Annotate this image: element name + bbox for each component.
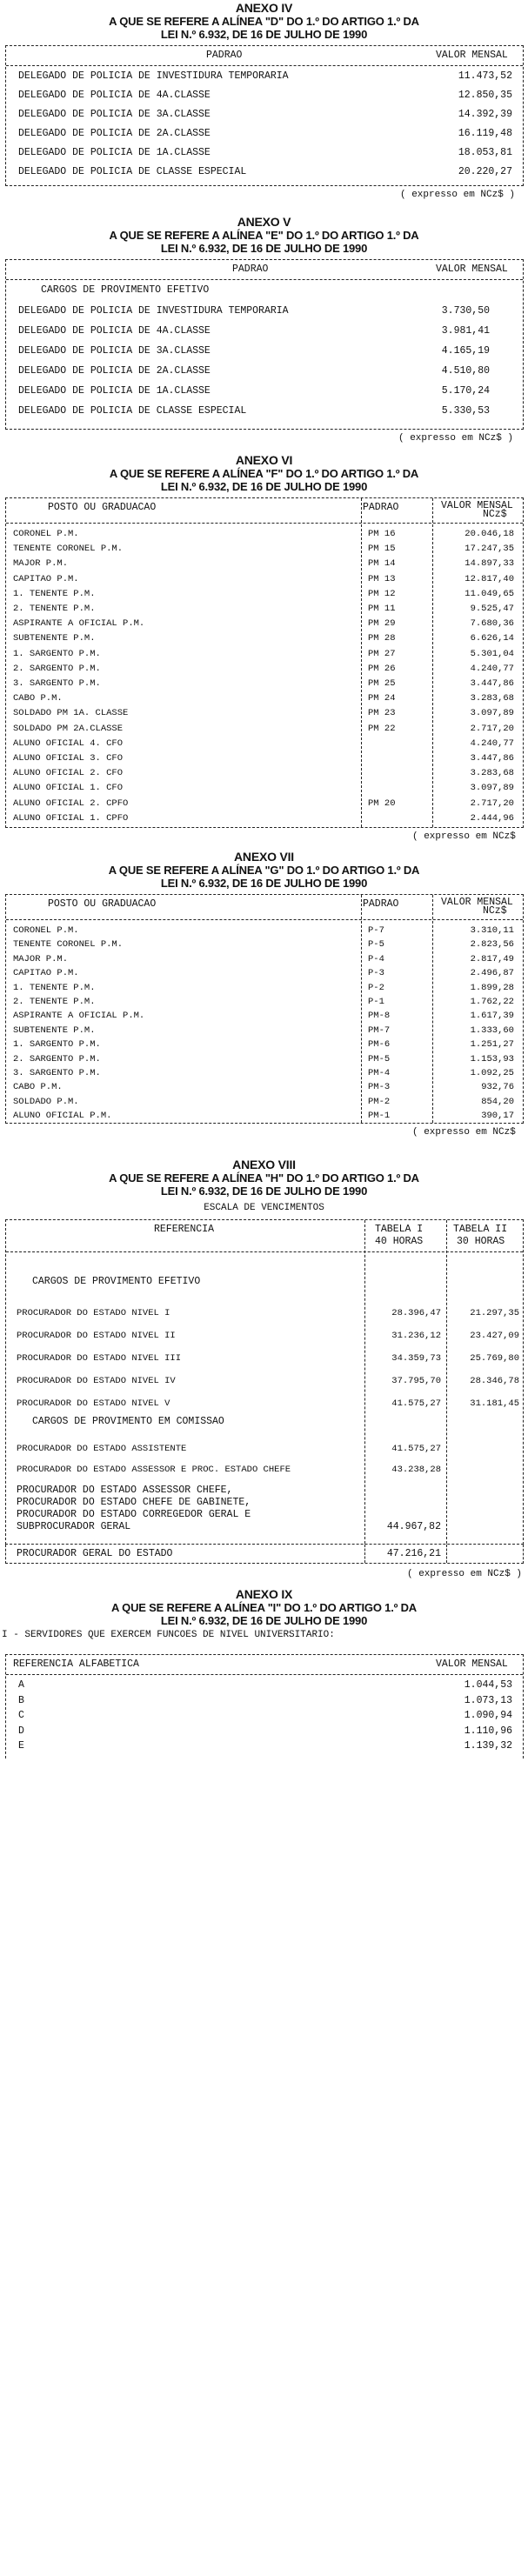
annex-vii-col-posto: POSTO OU GRADUACAO <box>48 898 157 910</box>
annex-vi-row-label: ALUNO OFICIAL 2. CPFO <box>13 797 129 809</box>
annex-vi-row-label: ALUNO OFICIAL 4. CFO <box>13 737 124 749</box>
annex-vi-row-padrao: PM 12 <box>368 588 396 599</box>
annex-vi-row-label: ALUNO OFICIAL 1. CPFO <box>13 812 129 824</box>
annex-vii-row-label: 2. TENENTE P.M. <box>13 997 96 1007</box>
annex-viii-row-t2: 21.297,35 <box>470 1308 519 1318</box>
annex-ix-heading: ANEXO IX <box>235 1587 293 1601</box>
annex-vi-row-label: CABO P.M. <box>13 693 63 704</box>
annex-ix-line2: LEI N.º 6.932, DE 16 DE JULHO DE 1990 <box>160 1614 368 1627</box>
annex-vi-row-label: 1. SARGENTO P.M. <box>13 648 101 659</box>
annex-v-row-value: 4.510,80 <box>441 365 490 377</box>
annex-viii-col-t2b: 30 HORAS <box>457 1236 505 1247</box>
annex-vii-col-padrao: PADRAO <box>363 898 399 910</box>
annex-vi-row-label: SOLDADO PM 1A. CLASSE <box>13 708 129 719</box>
annex-vi-row-label: ALUNO OFICIAL 2. CFO <box>13 768 124 779</box>
annex-iv-row-label: DELEGADO DE POLICIA DE 1A.CLASSE <box>18 147 211 158</box>
annex-vii-row-label: MAJOR P.M. <box>13 953 69 964</box>
annex-vii-row-padrao: PM-2 <box>368 1096 391 1107</box>
annex-viii-row-label: PROCURADOR DO ESTADO NIVEL IV <box>17 1376 176 1386</box>
annex-ix-row-label: A <box>18 1679 24 1691</box>
annex-viii-line2: LEI N.º 6.932, DE 16 DE JULHO DE 1990 <box>160 1185 368 1198</box>
annex-v-title <box>0 216 528 255</box>
annex-vii-row-padrao: P-1 <box>368 997 384 1007</box>
annex-vi-row-padrao: PM 26 <box>368 663 396 674</box>
annex-vi-row-value: 14.897,33 <box>465 558 514 570</box>
annex-vii-row-padrao: P-5 <box>368 939 384 951</box>
annex-viii-row-label: PROCURADOR DO ESTADO NIVEL I <box>17 1308 170 1318</box>
annex-ix-line1: A QUE SE REFERE A ALÍNEA "I" DO 1.º DO ARTIGO 1.º DA <box>111 1601 417 1614</box>
annex-vii-row-label: CAPITAO P.M. <box>13 968 79 979</box>
annex-vi-row-label: 2. TENENTE P.M. <box>13 604 96 614</box>
annex-v-row-label: DELEGADO DE POLICIA DE 3A.CLASSE <box>18 345 211 357</box>
annex-viii-multi-3: SUBPROCURADOR GERAL <box>17 1521 131 1532</box>
annex-vii-row-padrao: P-7 <box>368 925 384 936</box>
annex-viii-heading: ANEXO VIII <box>232 1158 296 1171</box>
annex-v-row-value: 4.165,19 <box>441 345 490 357</box>
annex-vi-row-label: TENENTE CORONEL P.M. <box>13 544 124 555</box>
annex-vi-row-value: 3.283,68 <box>470 768 514 779</box>
annex-v-table <box>5 259 524 430</box>
annex-vii-row-label: ALUNO OFICIAL P.M. <box>13 1111 112 1122</box>
annex-ix-title <box>0 1588 528 1627</box>
annex-ix-col-valor: VALOR MENSAL <box>436 1658 508 1670</box>
annex-vi-row-value: 3.097,89 <box>470 708 514 719</box>
annex-viii-col-t1b: 40 HORAS <box>375 1236 424 1247</box>
annex-vi-note: ( expresso em NCz$ <box>412 831 516 842</box>
annex-vi-heading: ANEXO VI <box>235 453 293 467</box>
annex-vi-row-padrao: PM 29 <box>368 618 396 630</box>
annex-vii-row-value: 1.762,22 <box>470 997 514 1007</box>
annex-viii-row-label: PROCURADOR DO ESTADO NIVEL II <box>17 1331 176 1341</box>
annex-vi-row-value: 7.680,36 <box>470 618 514 630</box>
annex-viii-row-t1: 37.795,70 <box>391 1376 441 1386</box>
annex-ix-row-value: 1.110,96 <box>464 1725 512 1737</box>
annex-vii-line2: LEI N.º 6.932, DE 16 DE JULHO DE 1990 <box>160 877 368 890</box>
annex-iv-col-valor: VALOR MENSAL <box>436 50 508 61</box>
annex-vi-row-value: 3.447,86 <box>470 678 514 689</box>
annex-ix-col-ref: REFERENCIA ALFABETICA <box>13 1658 139 1670</box>
annex-vii-row-value: 1.251,27 <box>470 1039 514 1051</box>
annex-iv-row-value: 12.850,35 <box>458 90 512 101</box>
annex-vi-row-padrao: PM 28 <box>368 633 396 644</box>
annex-v-row-label: DELEGADO DE POLICIA DE 1A.CLASSE <box>18 385 211 397</box>
annex-vi-row-value: 4.240,77 <box>470 737 514 749</box>
annex-vi-row-padrao: PM 16 <box>368 529 396 539</box>
annex-viii-row-t1: 34.359,73 <box>391 1353 441 1364</box>
annex-ix-row-label: B <box>18 1694 24 1706</box>
annex-iv-row-value: 18.053,81 <box>458 147 512 158</box>
annex-vii-row-value: 3.310,11 <box>470 925 514 936</box>
annex-vii-row-value: 390,17 <box>481 1111 514 1122</box>
annex-vii-row-value: 1.153,93 <box>470 1053 514 1064</box>
annex-vii-heading: ANEXO VII <box>234 850 294 864</box>
annex-vi-row-label: ASPIRANTE A OFICIAL P.M. <box>13 618 145 630</box>
annex-vii-row-label: ASPIRANTE A OFICIAL P.M. <box>13 1011 145 1022</box>
annex-vi-title <box>0 454 528 493</box>
annex-viii-group2: CARGOS DE PROVIMENTO EM COMISSAO <box>32 1416 224 1427</box>
annex-viii-note: ( expresso em NCz$ ) <box>407 1569 523 1579</box>
annex-vii-row-padrao: PM-6 <box>368 1039 391 1051</box>
annex-viii-row-t1: 31.236,12 <box>391 1331 441 1341</box>
annex-viii-table <box>5 1219 524 1545</box>
annex-vi-col-posto: POSTO OU GRADUACAO <box>48 502 157 513</box>
annex-vi-row-value: 12.817,40 <box>465 573 514 584</box>
annex-viii-col-t1a: TABELA I <box>375 1224 424 1235</box>
annex-ix-row-value: 1.139,32 <box>464 1740 512 1752</box>
annex-vii-row-value: 1.333,60 <box>470 1024 514 1036</box>
annex-vii-row-value: 1.617,39 <box>470 1011 514 1022</box>
annex-ix-row-label: D <box>18 1725 24 1737</box>
annex-iv-row-value: 14.392,39 <box>458 109 512 120</box>
annex-vii-row-padrao: P-4 <box>368 953 384 964</box>
annex-vii-row-label: TENENTE CORONEL P.M. <box>13 939 124 951</box>
annex-viii-row-t2: 28.346,78 <box>470 1376 519 1386</box>
annex-vi-row-padrao: PM 11 <box>368 604 396 614</box>
annex-ix-row-value: 1.073,13 <box>464 1694 512 1706</box>
annex-iv-row-label: DELEGADO DE POLICIA DE INVESTIDURA TEMPORARIA <box>18 70 289 82</box>
annex-vi-row-label: ALUNO OFICIAL 3. CFO <box>13 753 124 764</box>
annex-vii-row-label: CORONEL P.M. <box>13 925 79 936</box>
annex-iv-row-label: DELEGADO DE POLICIA DE 2A.CLASSE <box>18 128 211 139</box>
annex-viii-multi-1: PROCURADOR DO ESTADO CHEFE DE GABINETE, <box>17 1497 251 1508</box>
annex-viii-row-label: PROCURADOR DO ESTADO NIVEL V <box>17 1398 170 1409</box>
annex-iv-table <box>5 45 524 186</box>
annex-vii-row-value: 932,76 <box>481 1082 514 1093</box>
annex-vii-row-padrao: PM-4 <box>368 1068 391 1078</box>
annex-vi-row-label: CAPITAO P.M. <box>13 573 79 584</box>
annex-ix-table <box>5 1654 524 1758</box>
annex-vi-row-label: 2. SARGENTO P.M. <box>13 663 101 674</box>
annex-viii-last-row <box>5 1545 524 1564</box>
annex-vii-row-label: 1. TENENTE P.M. <box>13 982 96 993</box>
annex-v-line2: LEI N.º 6.932, DE 16 DE JULHO DE 1990 <box>160 242 368 255</box>
annex-ix-row-label: C <box>18 1710 24 1721</box>
annex-v-row-label: DELEGADO DE POLICIA DE 2A.CLASSE <box>18 365 211 377</box>
annex-vii-row-padrao: PM-1 <box>368 1111 391 1122</box>
annex-vi-row-label: 1. TENENTE P.M. <box>13 588 96 599</box>
annex-iv-row-value: 16.119,48 <box>458 128 512 139</box>
annex-viii-multi-value: 44.967,82 <box>386 1521 441 1532</box>
annex-vi-row-label: MAJOR P.M. <box>13 558 69 570</box>
annex-iv-row-value: 11.473,52 <box>458 70 512 82</box>
annex-iv-line1: A QUE SE REFERE A ALÍNEA "D" DO 1.º DO ARTIGO 1.º DA <box>109 15 419 28</box>
annex-v-row-value: 5.330,53 <box>441 405 490 417</box>
annex-viii-commission-t1: 41.575,27 <box>391 1444 441 1454</box>
annex-viii-group1: CARGOS DE PROVIMENTO EFETIVO <box>32 1276 201 1287</box>
annex-vi-row-padrao: PM 15 <box>368 544 396 555</box>
annex-iv-row-label: DELEGADO DE POLICIA DE 3A.CLASSE <box>18 109 211 120</box>
annex-viii-commission-label: PROCURADOR DO ESTADO ASSISTENTE <box>17 1444 187 1454</box>
annex-vi-row-value: 2.717,20 <box>470 723 514 734</box>
annex-vi-row-value: 9.525,47 <box>470 604 514 614</box>
annex-vii-title <box>0 851 528 890</box>
annex-v-col-valor: VALOR MENSAL <box>436 264 508 275</box>
annex-v-row-value: 3.730,50 <box>441 305 490 317</box>
annex-vi-row-value: 20.046,18 <box>465 529 514 539</box>
annex-vi-row-padrao: PM 23 <box>368 708 396 719</box>
annex-vi-row-padrao: PM 20 <box>368 797 396 809</box>
annex-viii-multi-2: PROCURADOR DO ESTADO CORREGEDOR GERAL E <box>17 1509 251 1520</box>
annex-v-line1: A QUE SE REFERE A ALÍNEA "E" DO 1.º DO ARTIGO 1.º DA <box>109 229 419 242</box>
annex-vii-row-label: SOLDADO P.M. <box>13 1096 79 1107</box>
annex-vii-row-label: CABO P.M. <box>13 1082 63 1093</box>
annex-vii-row-label: 2. SARGENTO P.M. <box>13 1053 101 1064</box>
annex-viii-commission-label: PROCURADOR DO ESTADO ASSESSOR E PROC. ESTADO CHEFE <box>17 1465 291 1475</box>
annex-vi-row-value: 11.049,65 <box>465 588 514 599</box>
annex-vi-col-valor-sub: NCz$ <box>483 509 507 520</box>
annex-iv-title <box>0 2 528 41</box>
annex-v-group: CARGOS DE PROVIMENTO EFETIVO <box>41 284 210 296</box>
annex-viii-last-value: 47.216,21 <box>386 1548 441 1559</box>
annex-iv-row-value: 20.220,27 <box>458 166 512 177</box>
annex-vii-row-padrao: P-2 <box>368 982 384 993</box>
annex-iv-col-padrao: PADRAO <box>206 50 243 61</box>
annex-vi-row-value: 4.240,77 <box>470 663 514 674</box>
annex-viii-row-t2: 25.769,80 <box>470 1353 519 1364</box>
annex-vii-row-value: 2.496,87 <box>470 968 514 979</box>
annex-vi-row-label: ALUNO OFICIAL 1. CFO <box>13 783 124 794</box>
annex-vii-row-padrao: PM-8 <box>368 1011 391 1022</box>
annex-viii-row-label: PROCURADOR DO ESTADO NIVEL III <box>17 1353 182 1364</box>
annex-vi-row-label: CORONEL P.M. <box>13 529 79 539</box>
annex-vi-row-label: SUBTENENTE P.M. <box>13 633 96 644</box>
annex-vii-row-value: 1.899,28 <box>470 982 514 993</box>
annex-viii-subtitle: ESCALA DE VENCIMENTOS <box>204 1203 324 1213</box>
annex-v-note: ( expresso em NCz$ ) <box>398 433 514 444</box>
annex-vii-line1: A QUE SE REFERE A ALÍNEA "G" DO 1.º DO ARTIGO 1.º DA <box>108 864 420 877</box>
annex-vii-row-padrao: P-3 <box>368 968 384 979</box>
annex-v-row-label: DELEGADO DE POLICIA DE CLASSE ESPECIAL <box>18 405 247 417</box>
annex-vii-row-padrao: PM-3 <box>368 1082 391 1093</box>
annex-vi-table <box>5 497 524 828</box>
annex-iv-heading: ANEXO IV <box>235 1 293 15</box>
annex-vi-row-padrao: PM 22 <box>368 723 396 734</box>
annex-vii-row-value: 1.092,25 <box>470 1068 514 1078</box>
annex-vi-row-label: 3. SARGENTO P.M. <box>13 678 101 689</box>
annex-ix-row-value: 1.090,94 <box>464 1710 512 1721</box>
annex-viii-col-ref: REFERENCIA <box>154 1224 215 1235</box>
annex-vii-table <box>5 894 524 1124</box>
annex-viii-multi-0: PROCURADOR DO ESTADO ASSESSOR CHEFE, <box>17 1485 233 1496</box>
annex-vii-row-label: SUBTENENTE P.M. <box>13 1024 96 1036</box>
annex-vi-row-value: 6.626,14 <box>470 633 514 644</box>
annex-viii-title <box>0 1158 528 1198</box>
annex-vi-row-padrao: PM 13 <box>368 573 396 584</box>
annex-vi-line2: LEI N.º 6.932, DE 16 DE JULHO DE 1990 <box>160 480 368 493</box>
annex-viii-col-t2a: TABELA II <box>453 1224 508 1235</box>
annex-vi-row-value: 2.444,96 <box>470 812 514 824</box>
annex-v-row-label: DELEGADO DE POLICIA DE INVESTIDURA TEMPORARIA <box>18 305 289 317</box>
annex-v-heading: ANEXO V <box>237 215 291 229</box>
annex-vii-row-value: 2.823,56 <box>470 939 514 951</box>
annex-viii-row-t1: 41.575,27 <box>391 1398 441 1409</box>
annex-iv-note: ( expresso em NCz$ ) <box>400 190 516 200</box>
annex-vi-row-padrao: PM 25 <box>368 678 396 689</box>
annex-vi-line1: A QUE SE REFERE A ALÍNEA "F" DO 1.º DO ARTIGO 1.º DA <box>109 467 419 480</box>
annex-v-row-value: 5.170,24 <box>441 385 490 397</box>
annex-vii-row-padrao: PM-5 <box>368 1053 391 1064</box>
annex-iv-row-label: DELEGADO DE POLICIA DE CLASSE ESPECIAL <box>18 166 247 177</box>
annex-vi-row-value: 3.283,68 <box>470 693 514 704</box>
annex-vi-row-value: 2.717,20 <box>470 797 514 809</box>
annex-vi-row-value: 3.097,89 <box>470 783 514 794</box>
annex-viii-line1: A QUE SE REFERE A ALÍNEA "H" DO 1.º DO ARTIGO 1.º DA <box>109 1171 419 1185</box>
annex-viii-row-t2: 31.181,45 <box>470 1398 519 1409</box>
annex-v-row-label: DELEGADO DE POLICIA DE 4A.CLASSE <box>18 325 211 337</box>
annex-viii-row-t1: 28.396,47 <box>391 1308 441 1318</box>
annex-ix-row-label: E <box>18 1740 24 1752</box>
annex-vii-row-label: 1. SARGENTO P.M. <box>13 1039 101 1051</box>
annex-vi-row-label: SOLDADO PM 2A.CLASSE <box>13 723 124 734</box>
annex-vii-row-value: 2.817,49 <box>470 953 514 964</box>
annex-vi-row-padrao: PM 24 <box>368 693 396 704</box>
annex-vii-col-valor: VALOR MENSAL <box>441 897 513 908</box>
annex-iv-row-label: DELEGADO DE POLICIA DE 4A.CLASSE <box>18 90 211 101</box>
annex-vi-row-padrao: PM 14 <box>368 558 396 570</box>
annex-v-row-value: 3.981,41 <box>441 325 490 337</box>
annex-vi-row-padrao: PM 27 <box>368 648 396 659</box>
annex-ix-section: I - SERVIDORES QUE EXERCEM FUNCOES DE NIVEL UNIVERSITARIO: <box>2 1630 335 1640</box>
annex-vi-row-value: 5.301,04 <box>470 648 514 659</box>
annex-viii-row-t2: 23.427,09 <box>470 1331 519 1341</box>
annex-vii-row-padrao: PM-7 <box>368 1024 391 1036</box>
annex-vi-col-valor: VALOR MENSAL <box>441 500 513 511</box>
annex-vi-row-value: 17.247,35 <box>465 544 514 555</box>
annex-vii-row-label: 3. SARGENTO P.M. <box>13 1068 101 1078</box>
annex-viii-last-label: PROCURADOR GERAL DO ESTADO <box>17 1548 173 1559</box>
annex-vii-row-value: 854,20 <box>481 1096 514 1107</box>
annex-vii-col-valor-sub: NCz$ <box>483 905 507 917</box>
annex-viii-commission-t1: 43.238,28 <box>391 1465 441 1475</box>
annex-vii-note: ( expresso em NCz$ <box>412 1127 516 1138</box>
annex-iv-line2: LEI N.º 6.932, DE 16 DE JULHO DE 1990 <box>160 28 368 41</box>
annex-ix-row-value: 1.044,53 <box>464 1679 512 1691</box>
annex-vi-row-value: 3.447,86 <box>470 753 514 764</box>
annex-v-col-padrao: PADRAO <box>232 264 269 275</box>
annex-vi-col-padrao: PADRAO <box>363 502 399 513</box>
